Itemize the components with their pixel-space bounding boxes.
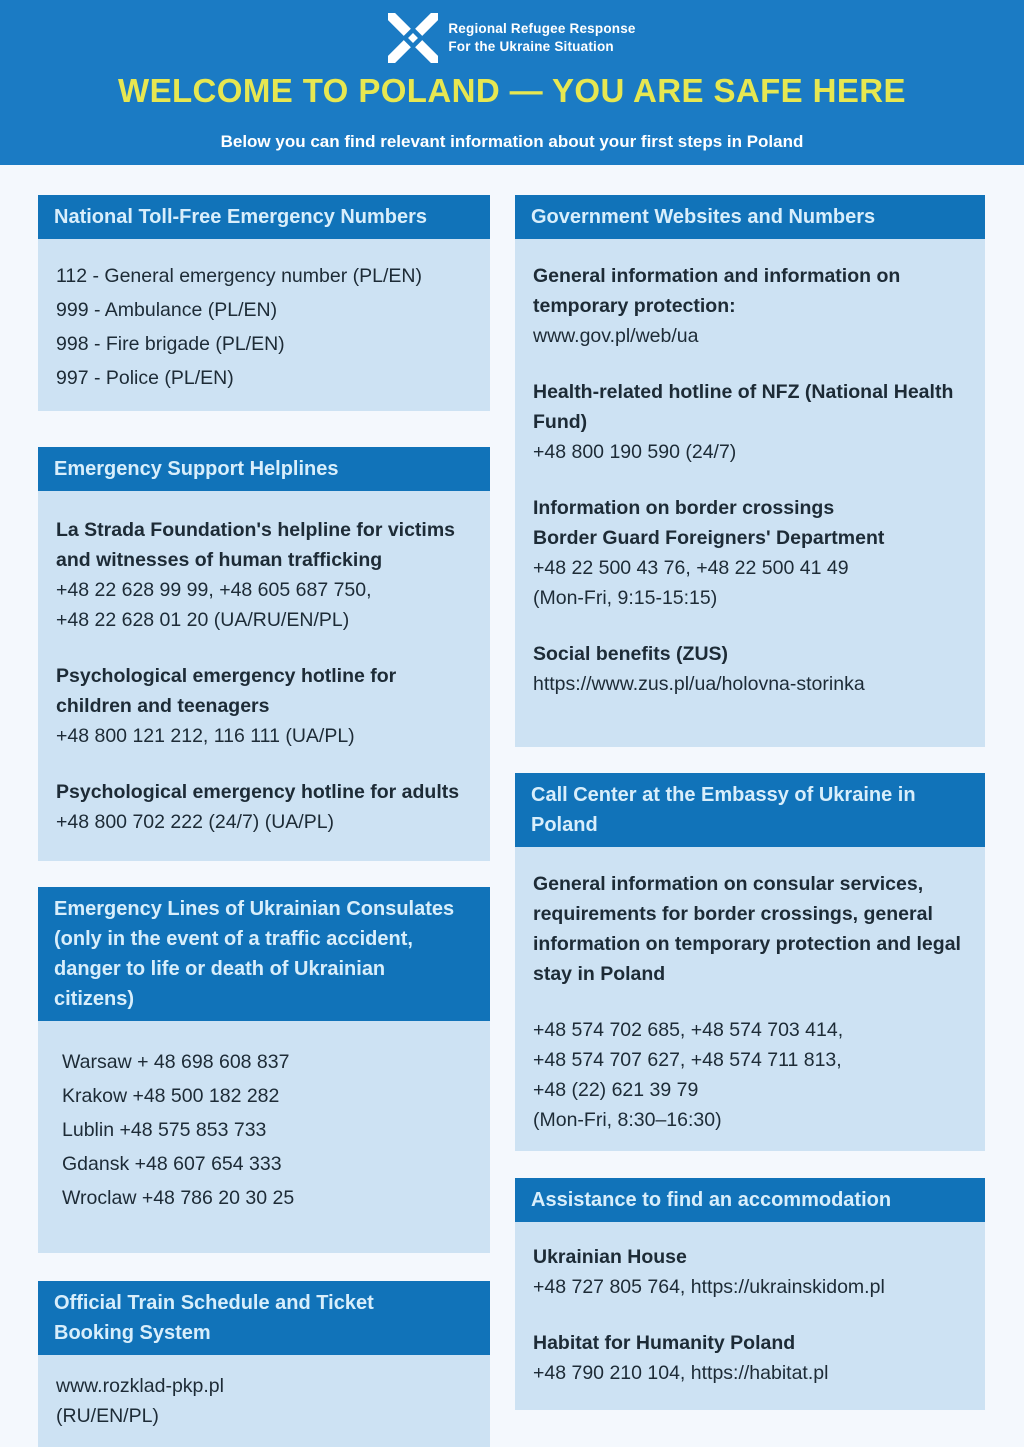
- consulate-phone-line: Krakow +48 500 182 282: [62, 1085, 280, 1107]
- hours-line: (Mon-Fri, 8:30–16:30): [533, 1109, 722, 1131]
- section-body: [515, 1222, 985, 1410]
- section-header-bar: [515, 195, 985, 239]
- phone-line: +48 (22) 621 39 79: [533, 1079, 699, 1101]
- section-title: Assistance to find an accommodation: [531, 1189, 892, 1211]
- language-note-line: (RU/EN/PL): [56, 1405, 159, 1427]
- phone-line: +48 800 190 590 (24/7): [533, 441, 737, 463]
- section-national-toll-free-emergency-numbers: [38, 195, 490, 411]
- section-title: Government Websites and Numbers: [531, 206, 876, 228]
- section-body: [38, 1355, 490, 1447]
- consulate-phone-line: Lublin +48 575 853 733: [62, 1119, 267, 1141]
- consulate-phone-line: Gdansk +48 607 654 333: [62, 1153, 282, 1175]
- rrp-logo-text: [448, 20, 635, 55]
- section-title: Emergency Support Helplines: [54, 458, 339, 480]
- section-header-bar: [38, 1281, 490, 1355]
- service-name: Border Guard Foreigners' Department: [533, 527, 885, 549]
- section-accommodation-assistance: [515, 1178, 985, 1410]
- section-title: National Toll-Free Emergency Numbers: [54, 206, 428, 228]
- paragraph: [533, 1328, 967, 1388]
- paragraph: [533, 639, 967, 699]
- phone-line: +48 22 628 99 99, +48 605 687 750,: [56, 579, 372, 601]
- section-header-bar: [515, 1178, 985, 1222]
- section-title: Official Train Schedule and Ticket Booking System: [54, 1292, 374, 1344]
- organization-name: Habitat for Humanity Poland: [533, 1332, 796, 1354]
- section-body: [38, 491, 490, 861]
- section-body: [515, 239, 985, 747]
- content-columns: [0, 165, 1024, 1447]
- url-line: www.rozklad-pkp.pl: [56, 1375, 224, 1397]
- service-name: General information and information on temporary protection:: [533, 265, 901, 317]
- section-government-websites-and-numbers: [515, 195, 985, 747]
- section-header-bar: [38, 195, 490, 239]
- paragraph: [62, 1045, 472, 1215]
- paragraph: [56, 1371, 472, 1431]
- url-line: www.gov.pl/web/ua: [533, 325, 699, 347]
- phone-line: +48 574 707 627, +48 574 711 813,: [533, 1049, 842, 1071]
- rrp-logo-icon: [388, 13, 438, 63]
- phone-line: +48 800 121 212, 116 111 (UA/PL): [56, 725, 355, 747]
- phone-line: +48 22 500 43 76, +48 22 500 41 49: [533, 557, 849, 579]
- service-name: Information on border crossings: [533, 497, 835, 519]
- helpline-name: Psychological emergency hotline for children and teenagers: [56, 665, 397, 717]
- emergency-number-line: 997 - Police (PL/EN): [56, 367, 234, 389]
- service-description: General information on consular services, requirements for border crossings, general information on temporary protection and legal stay in Poland: [533, 873, 961, 985]
- emergency-number-line: 999 - Ambulance (PL/EN): [56, 299, 278, 321]
- section-title: Call Center at the Embassy of Ukraine in Poland: [531, 784, 916, 836]
- left-column: [38, 195, 490, 1447]
- section-header-bar: [515, 773, 985, 847]
- section-body: [515, 847, 985, 1151]
- paragraph: [533, 261, 967, 351]
- phone-url-line: +48 790 210 104, https://habitat.pl: [533, 1362, 829, 1384]
- logo-text-line2: For the Ukraine Situation: [448, 39, 614, 54]
- section-body: [38, 239, 490, 411]
- logo-text-line1: Regional Refugee Response: [448, 21, 636, 37]
- paragraph: [533, 377, 967, 467]
- phone-line: +48 800 702 222 (24/7) (UA/PL): [56, 811, 335, 833]
- header-banner: [0, 0, 1024, 165]
- helpline-name: La Strada Foundation's helpline for victims and witnesses of human trafficking: [56, 519, 456, 571]
- section-emergency-lines-ukrainian-consulates: [38, 887, 490, 1253]
- phone-line: +48 22 628 01 20 (UA/RU/EN/PL): [56, 609, 350, 631]
- paragraph: [533, 869, 967, 989]
- helpline-name: Psychological emergency hotline for adults: [56, 781, 460, 803]
- page-title: WELCOME TO POLAND — YOU ARE SAFE HERE: [118, 72, 906, 109]
- section-embassy-call-center: [515, 773, 985, 1151]
- phone-line: +48 574 702 685, +48 574 703 414,: [533, 1019, 844, 1041]
- emergency-number-line: 112 - General emergency number (PL/EN): [56, 265, 422, 287]
- paragraph: [533, 493, 967, 613]
- paragraph: [56, 777, 472, 837]
- section-header-bar: [38, 447, 490, 491]
- url-line: https://www.zus.pl/ua/holovna-storinka: [533, 673, 865, 695]
- section-emergency-support-helplines: [38, 447, 490, 861]
- consulate-phone-line: Warsaw + 48 698 608 837: [62, 1051, 290, 1073]
- hours-line: (Mon-Fri, 9:15-15:15): [533, 587, 718, 609]
- section-body: [38, 1021, 490, 1253]
- paragraph: [56, 515, 472, 635]
- organization-name: Ukrainian House: [533, 1246, 687, 1268]
- service-name: Health-related hotline of NFZ (National Health Fund): [533, 381, 954, 433]
- right-column: [515, 195, 985, 1447]
- paragraph: [56, 259, 472, 395]
- paragraph: [533, 1242, 967, 1302]
- paragraph: [56, 661, 472, 751]
- section-header-bar: [38, 887, 490, 1021]
- emergency-number-line: 998 - Fire brigade (PL/EN): [56, 333, 285, 355]
- page-subtitle: Below you can find relevant information about your first steps in Poland: [220, 132, 804, 152]
- section-title: Emergency Lines of Ukrainian Consulates (only in the event of a traffic accident, danger to life or death of Ukrainian citizens): [54, 898, 455, 1010]
- phone-url-line: +48 727 805 764, https://ukrainskidom.pl: [533, 1276, 885, 1298]
- service-name: Social benefits (ZUS): [533, 643, 729, 665]
- paragraph: [533, 1015, 967, 1135]
- consulate-phone-line: Wroclaw +48 786 20 30 25: [62, 1187, 295, 1209]
- rrp-logo: [0, 13, 1024, 63]
- section-official-train-schedule: [38, 1281, 490, 1447]
